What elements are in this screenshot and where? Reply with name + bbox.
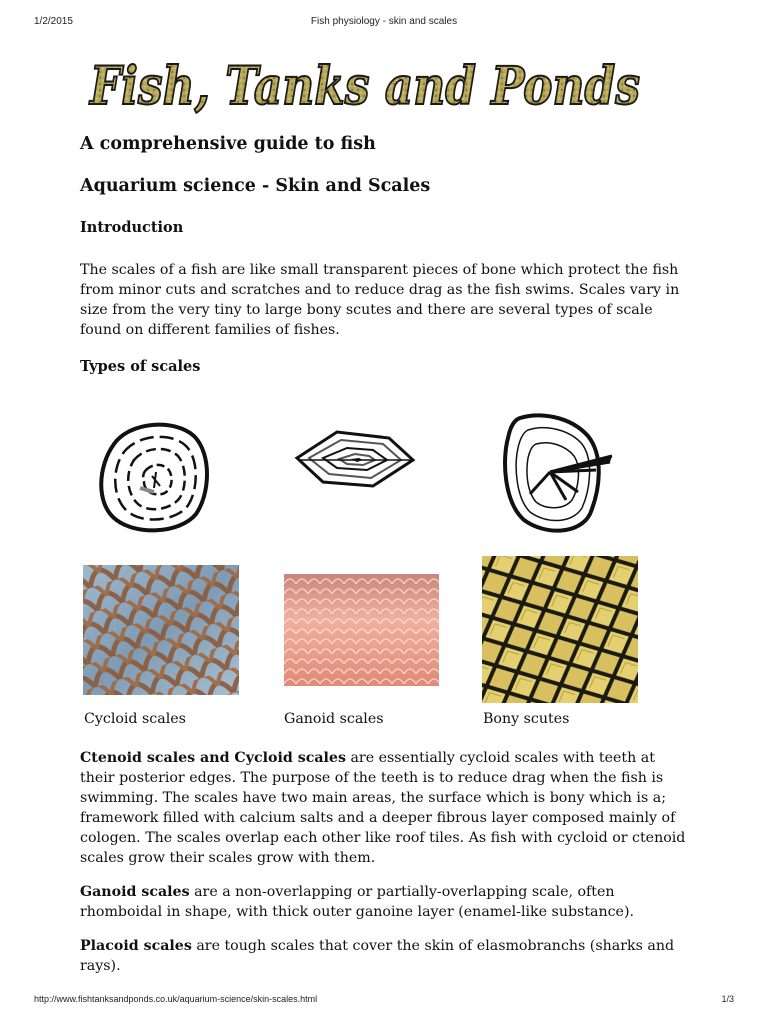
ctenoid-paragraph (80, 748, 690, 868)
placoid-text: are tough scales that cover the skin of elasmobranchs (sharks and rays). (80, 938, 675, 974)
heading-page: Aquarium science - Skin and Scales (80, 176, 431, 196)
ganoid-text: are a non-overlapping or partially-overlapping scale, often rhomboidal in shape, with thick outer ganoine layer (enamel-like substance). (80, 884, 634, 920)
cycloid-scales-photo (83, 565, 239, 695)
ctenoid-term: Ctenoid scales and Cycloid scales (80, 750, 346, 766)
placoid-paragraph (80, 936, 690, 976)
heading-guide: A comprehensive guide to fish (80, 134, 376, 154)
print-header (0, 16, 768, 30)
ganoid-term: Ganoid scales (80, 884, 190, 900)
heading-types-of-scales: Types of scales (80, 358, 201, 375)
caption-bony-scutes: Bony scutes (483, 711, 570, 727)
site-logo (80, 52, 650, 116)
site-logo-text: Fish, Tanks and Ponds (88, 56, 640, 117)
placoid-term: Placoid scales (80, 938, 192, 954)
print-date: 1/2/2015 (34, 16, 73, 27)
intro-paragraph: The scales of a fish are like small transparent pieces of bone which protect the fish from minor cuts and scratches and to reduce drag as the fish swims. Scales vary in size from the very tiny to large bony scutes and there are several types of scale found on different families of fishes. (80, 262, 680, 338)
cycloid-scale-diagram-icon (94, 414, 214, 538)
bony-scutes-photo (482, 556, 638, 703)
caption-cycloid: Cycloid scales (84, 711, 186, 727)
source-url-link[interactable]: http://www.fishtanksandponds.co.uk/aquarium-science/skin-scales.html (34, 994, 318, 1004)
caption-ganoid: Ganoid scales (284, 711, 384, 727)
print-footer (0, 994, 768, 1008)
ganoid-paragraph (80, 882, 690, 922)
bony-scute-diagram-icon (500, 410, 620, 540)
page-number: 1/3 (721, 994, 734, 1004)
print-title: Fish physiology - skin and scales (310, 16, 458, 27)
ctenoid-text: are essentially cycloid scales with teeth at their posterior edges. The purpose of the teeth is to reduce drag when the fish is swimming. The scales have two main areas, the surface which is bony which is a; framework filled with calcium salts and a deeper fibrous layer composed mainly of cologen. The scales overlap each other like roof tiles. As fish with cycloid or ctenoid scales grow their scales grow with them. (80, 750, 686, 866)
ganoid-scales-photo (284, 574, 439, 686)
heading-introduction: Introduction (80, 219, 184, 236)
ganoid-scale-diagram-icon (293, 428, 417, 490)
